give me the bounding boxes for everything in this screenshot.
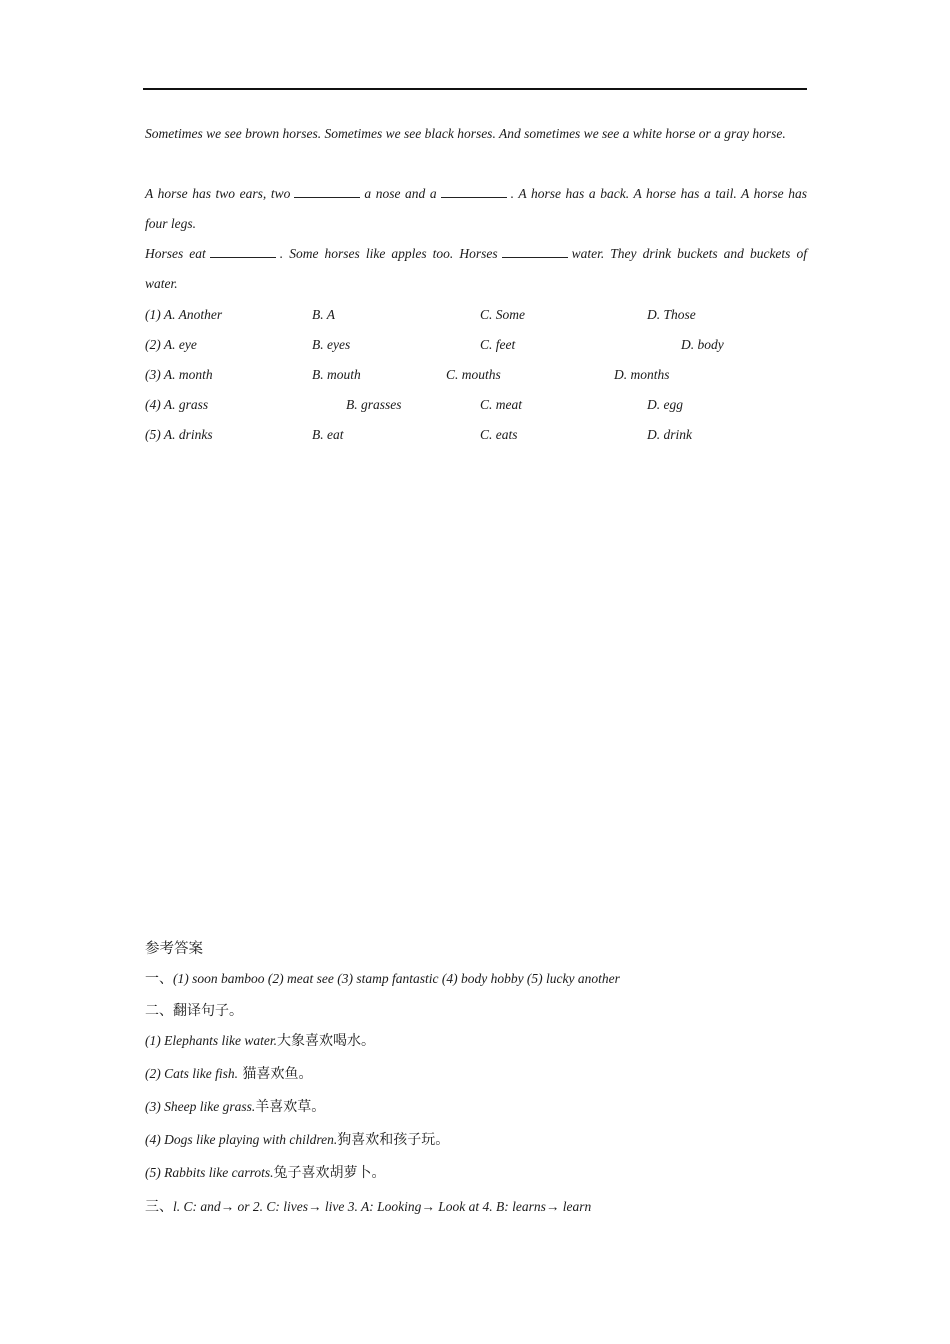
- option-d: D. months: [614, 367, 670, 382]
- option-c: C. meat: [480, 397, 522, 412]
- option-b: B. eat: [312, 427, 344, 442]
- answers-section-2-title: [145, 1001, 243, 1021]
- answers-section-3: [145, 1197, 591, 1217]
- translation-item: [145, 1130, 449, 1150]
- option-a: (5) A. drinks: [145, 427, 213, 442]
- answer-blank-3[interactable]: [210, 245, 276, 258]
- translation-english: (1) Elephants like water.: [145, 1033, 277, 1048]
- answers-section-1: [145, 969, 620, 989]
- translation-chinese: 羊喜欢草。: [255, 1099, 326, 1115]
- passage-paragraph-1: [145, 119, 807, 149]
- option-d: D. egg: [647, 397, 683, 412]
- section-2-heading: 二、翻译句子。: [145, 1003, 243, 1019]
- translation-item: [145, 1163, 385, 1183]
- passage-text: Sometimes we see brown horses. Sometimes we see black horses. And sometimes we see a white horse or a gray horse.: [145, 126, 786, 141]
- answer-blank-2[interactable]: [441, 185, 507, 198]
- answers-title: 参考答案: [145, 941, 203, 957]
- option-row-1: [145, 305, 807, 325]
- translation-item: [145, 1097, 325, 1117]
- option-c: C. mouths: [446, 367, 501, 382]
- translation-chinese: 兔子喜欢胡萝卜。: [273, 1165, 386, 1181]
- option-c: C. eats: [480, 427, 518, 442]
- translation-english: (4) Dogs like playing with children.: [145, 1132, 338, 1147]
- translation-english: (5) Rabbits like carrots.: [145, 1165, 274, 1180]
- option-c: C. Some: [480, 307, 525, 322]
- passage-paragraph-2: [145, 179, 807, 239]
- translation-english: (2) Cats like fish.: [145, 1066, 238, 1081]
- section-number: 三、: [145, 1199, 173, 1215]
- option-b: B. eyes: [312, 337, 351, 352]
- translation-chinese: 狗喜欢和孩子玩。: [337, 1132, 450, 1148]
- passage-paragraph-3: [145, 239, 807, 299]
- option-b: B. A: [312, 307, 335, 322]
- passage-text: . Some horses like apples too. Horses: [279, 246, 498, 261]
- option-c: C. feet: [480, 337, 516, 352]
- option-row-4: [145, 395, 807, 415]
- header-rule: [143, 88, 807, 90]
- option-a: (4) A. grass: [145, 397, 209, 412]
- passage-text: Horses eat: [145, 246, 206, 261]
- section-1-answers: (1) soon bamboo (2) meat see (3) stamp fantastic (4) body hobby (5) lucky another: [173, 971, 620, 986]
- translation-item: [145, 1031, 375, 1051]
- translation-chinese: 猫喜欢鱼。: [238, 1066, 313, 1082]
- section-number: 一、: [145, 971, 173, 987]
- option-a: (1) A. Another: [145, 307, 223, 322]
- option-d: D. body: [681, 337, 724, 352]
- option-d: D. Those: [647, 307, 696, 322]
- answer-blank-4[interactable]: [502, 245, 568, 258]
- passage-text: A horse has two ears, two: [145, 186, 291, 201]
- section-3-answers: l. C: and→ or 2. C: lives→ live 3. A: Looking→ Look at 4. B: learns→ learn: [173, 1199, 592, 1214]
- option-a: (2) A. eye: [145, 337, 197, 352]
- option-d: D. drink: [647, 427, 692, 442]
- option-row-5: [145, 425, 807, 445]
- passage-text: water. They drink buckets and buckets of water.: [145, 246, 807, 291]
- option-b: B. mouth: [312, 367, 361, 382]
- option-a: (3) A. month: [145, 367, 213, 382]
- option-row-3: [145, 365, 807, 385]
- translation-english: (3) Sheep like grass.: [145, 1099, 256, 1114]
- translation-item: [145, 1064, 312, 1084]
- option-row-2: [145, 335, 807, 355]
- answer-blank-1[interactable]: [294, 185, 360, 198]
- translation-chinese: 大象喜欢喝水。: [276, 1033, 375, 1049]
- passage-text: . A horse has a back. A horse has a tail. A horse has four legs.: [145, 186, 807, 231]
- option-b: B. grasses: [346, 397, 402, 412]
- passage-text: a nose and a: [364, 186, 437, 201]
